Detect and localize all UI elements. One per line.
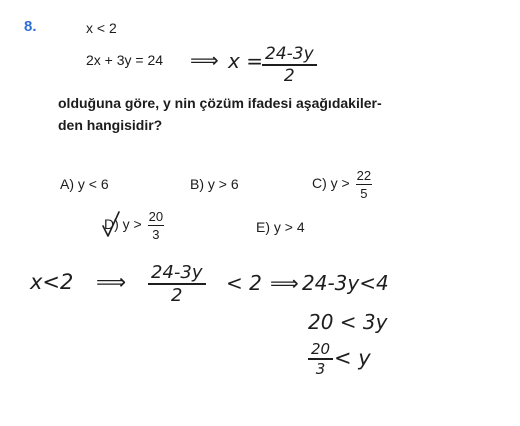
handwritten-arrow-top: ⟹ xyxy=(190,48,219,72)
question-stem xyxy=(58,92,382,136)
option-c-num: 22 xyxy=(356,168,372,183)
option-d-den: 3 xyxy=(152,227,160,242)
option-d-letter: D) xyxy=(104,216,119,233)
option-d[interactable] xyxy=(104,208,164,243)
option-c-label: C) y > xyxy=(312,175,350,192)
question-stem-line1: olduğuna göre, y nin çözüm ifadesi aşağıdakiler- xyxy=(58,95,382,111)
handwritten-inequality-3: < y xyxy=(334,346,371,370)
handwritten-fraction-1 xyxy=(148,262,206,306)
handwritten-fraction-top xyxy=(262,44,317,86)
option-c[interactable] xyxy=(312,167,372,202)
option-e[interactable]: E) y > 4 xyxy=(256,219,305,235)
handwritten-inequality-1: 24-3y<4 xyxy=(302,271,389,295)
handwritten-fraction-top-num: 24-3y xyxy=(262,44,317,66)
handwritten-less-2: < 2 xyxy=(226,271,262,295)
option-b[interactable]: B) y > 6 xyxy=(190,176,239,192)
option-d-letter-wrap xyxy=(104,216,119,232)
condition-inequality: x < 2 xyxy=(86,20,117,36)
option-c-den: 5 xyxy=(360,186,368,201)
handwritten-fraction-1-num: 24-3y xyxy=(148,262,206,285)
question-number: 8. xyxy=(24,18,37,35)
handwritten-inequality-2: 20 < 3y xyxy=(308,310,388,334)
option-d-fraction xyxy=(148,208,164,243)
handwritten-fraction-1-den: 2 xyxy=(171,285,183,306)
handwritten-fraction-3 xyxy=(308,340,333,378)
handwritten-fraction-3-den: 3 xyxy=(315,360,326,378)
option-c-fraction xyxy=(356,167,372,202)
handwritten-arrow-2: ⟹ xyxy=(270,271,299,295)
option-d-num: 20 xyxy=(148,209,164,224)
handwritten-x-less-2: x<2 xyxy=(30,270,74,294)
question-stem-line2: den hangisidir? xyxy=(58,117,163,133)
condition-equation: 2x + 3y = 24 xyxy=(86,52,164,68)
handwritten-x-equals: x = xyxy=(228,49,263,73)
handwritten-fraction-3-num: 20 xyxy=(308,340,333,360)
option-d-label: y > xyxy=(122,216,142,233)
checkmark-icon xyxy=(100,210,122,240)
handwritten-fraction-top-den: 2 xyxy=(283,66,295,86)
option-a[interactable]: A) y < 6 xyxy=(60,176,109,192)
handwritten-arrow-1: ⟹ xyxy=(96,270,127,294)
